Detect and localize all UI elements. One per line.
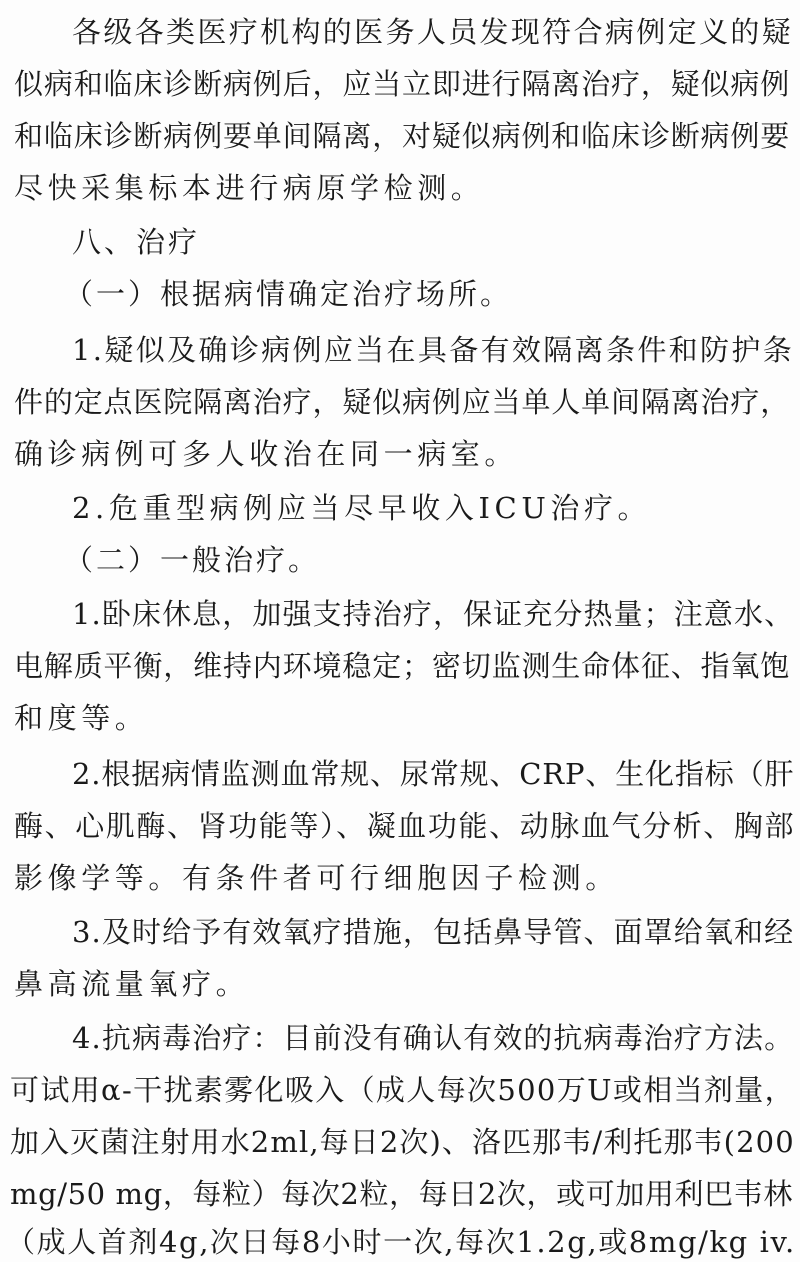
text-line-12: 1.卧床休息，加强支持治疗，保证充分热量；注意水、 bbox=[72, 597, 795, 631]
text-line-1: 各级各类医疗机构的医务人员发现符合病例定义的疑 bbox=[72, 15, 794, 49]
text-line-10: 2.危重型病例应当尽早收入ICU治疗。 bbox=[72, 491, 652, 525]
text-line-24: （成人首剂4g,次日每8小时一次,每次1.2g,或8mg/kg iv. bbox=[6, 1225, 796, 1259]
text-line-18: 3.及时给予有效氧疗措施，包括鼻导管、面罩给氧和经 bbox=[72, 915, 795, 949]
text-line-22: 加入灭菌注射用水2ml,每日2次)、洛匹那韦/利托那韦(200 bbox=[10, 1125, 795, 1159]
text-line-17: 影像学等。有条件者可行细胞因子检测。 bbox=[14, 861, 619, 895]
text-line-19: 鼻高流量氧疗。 bbox=[14, 967, 250, 1001]
text-line-14: 和度等。 bbox=[14, 701, 149, 735]
text-line-3: 和临床诊断病例要单间隔离，对疑似病例和临床诊断病例要 bbox=[14, 119, 791, 153]
text-line-7: 1.疑似及确诊病例应当在具备有效隔离条件和防护条 bbox=[72, 333, 795, 367]
section-heading-treatment: 八、治疗 bbox=[72, 225, 201, 259]
text-line-8: 件的定点医院隔离治疗，疑似病例应当单人单间隔离治疗， bbox=[14, 385, 791, 419]
text-line-15: 2.根据病情监测血常规、尿常规、CRP、生化指标（肝 bbox=[72, 757, 795, 791]
text-line-21: 可试用α-干扰素雾化吸入（成人每次500万U或相当剂量， bbox=[10, 1073, 795, 1107]
text-line-16: 酶、心肌酶、肾功能等）、凝血功能、动脉血气分析、胸部 bbox=[14, 809, 796, 843]
subsection-heading-1: （一）根据病情确定治疗场所。 bbox=[64, 277, 513, 311]
subsection-heading-2: （二）一般治疗。 bbox=[64, 543, 321, 577]
text-line-23: mg/50 mg，每粒）每次2粒，每日2次，或可加用利巴韦林 bbox=[10, 1177, 793, 1211]
text-line-4: 尽快采集标本进行病原学检测。 bbox=[14, 171, 485, 205]
text-line-13: 电解质平衡，维持内环境稳定；密切监测生命体征、指氧饱 bbox=[14, 649, 791, 683]
text-line-20: 4.抗病毒治疗：目前没有确认有效的抗病毒治疗方法。 bbox=[72, 1021, 795, 1055]
text-line-9: 确诊病例可多人收治在同一病室。 bbox=[14, 437, 519, 471]
text-line-2: 似病和临床诊断病例后，应当立即进行隔离治疗，疑似病例 bbox=[14, 67, 791, 101]
